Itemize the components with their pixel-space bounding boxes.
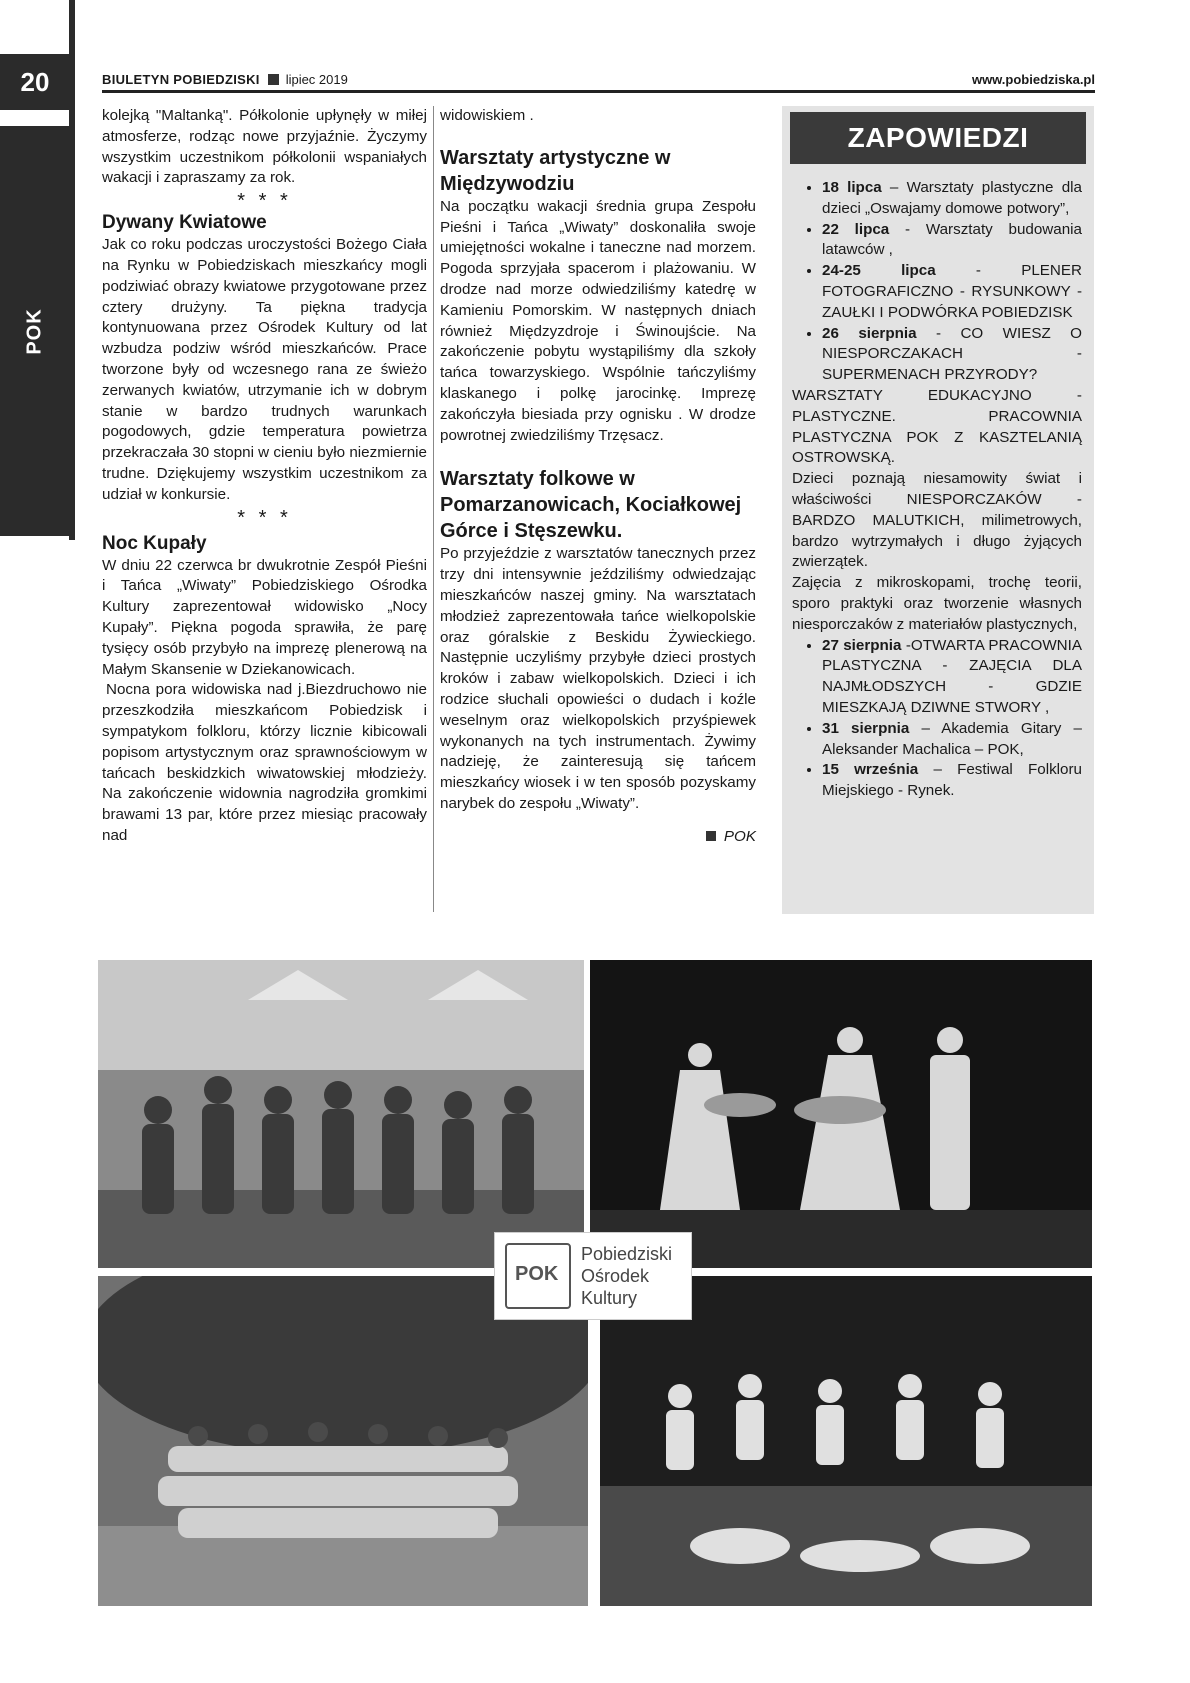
article-noc-2: Nocna pora widowiska nad j.Biezdruchowo nie przeszkodziła mieszkańcom Pobiedzisk i sympatykom folkloru, którzy licznie kibicowali popisom artystycznym oraz sprawnościowym w tańcach beskidzkich wiwatowskiej młodzieży. Na zakończenie widownia nagrodziła gromkimi brawami 13 par, które przez miesiąc pracowały nad [102, 681, 427, 844]
logo-line-2: Ośrodek [581, 1266, 650, 1286]
heading-warsztaty-artystyczne: Warsztaty artystyczne w Międzywodziu [440, 146, 671, 195]
logo-line-3: Kultury [581, 1288, 638, 1308]
col1-intro: kolejką "Maltanką". Półkolonie upłynęły w miłej atmosferze, rodząc nowe przyjaźnie. Życzymy wszystkim uczestnikom półkolonii wspaniałych wakacji i zapraszamy za rok. [102, 107, 427, 187]
heading-noc-kupaly: Noc Kupały [102, 532, 207, 554]
running-header [102, 68, 1095, 90]
zapowiedzi-content [782, 164, 1094, 802]
photo-noc-kupaly-dancers [590, 960, 1092, 1268]
event-date: 15 września [822, 761, 919, 779]
article-noc-1: W dniu 22 czerwca br dwukrotnie Zespół Pieśni i Tańca „Wiwaty” Pobiedziskiego Ośrodka Kultury zaprezentował widowisko „Nocy Kupały”. Piękna pogoda sprawiła, że parę tysięcy osób przybyło na imprezę plenerową na Małym Skansenie w Dziekanowicach. [102, 556, 427, 678]
workshop-details: Zajęcia z mikroskopami, trochę teorii, sporo praktyki oraz tworzenie własnych niesporczaków z materiałów plastycznych, [792, 574, 1082, 633]
issue-date: lipiec 2019 [285, 71, 348, 87]
event-text: - PLENER FOTOGRAFICZNO - RYSUNKOWY - ZAUŁKI I PODWÓRKA POBIEDZISK [822, 262, 1082, 321]
zapowiedzi-title: ZAPOWIEDZI [790, 112, 1086, 164]
event-item [822, 178, 1082, 220]
section-tab-label: POK [23, 307, 46, 355]
event-date: 26 sierpnia [822, 324, 917, 342]
event-list [792, 178, 1082, 386]
separator-square-icon [268, 74, 279, 85]
event-date: 27 sierpnia [822, 636, 902, 654]
signature-square-icon [706, 831, 716, 841]
event-item [822, 220, 1082, 262]
event-item [822, 636, 1082, 719]
event-item [822, 261, 1082, 323]
pok-logo-mark [505, 1243, 571, 1309]
website-link[interactable]: www.pobiedziska.pl [971, 71, 1095, 87]
event-text: – Akademia Gitary – Aleksander Machalica – POK, [822, 719, 1082, 758]
event-text: – Warsztaty plastyczne dla dzieci „Oswajamy domowe potwory”, [822, 179, 1082, 217]
pok-logo-letters: POK [515, 1263, 559, 1285]
event-date: 18 lipca [822, 179, 882, 196]
event-date: 31 sierpnia [822, 719, 910, 737]
pok-logo-text [581, 1243, 672, 1309]
photo-group-children-outdoor [98, 960, 584, 1268]
event-date: 22 lipca [822, 220, 890, 238]
zapowiedzi-box [782, 106, 1094, 914]
section-tab [0, 126, 70, 536]
event-item [822, 719, 1082, 761]
event-item [822, 760, 1082, 802]
heading-warsztaty-folkowe: Warsztaty folkowe w Pomarzanowicach, Kociałkowej Górce i Stęszewku. [440, 468, 742, 543]
photo-children-indoor [600, 1276, 1092, 1606]
event-text: - Warsztaty budowania latawców , [822, 220, 1082, 259]
event-text: -OTWARTA PRACOWNIA PLASTYCZNA - ZAJĘCIA DLA NAJMŁODSZYCH - GDZIE MIESZKAJĄ DZIWNE STWORY , [822, 636, 1082, 716]
signature-text: POK [723, 827, 756, 845]
article-warsztaty-artystyczne: Na początku wakacji średnia grupa Zespołu Pieśni i Tańca „Wiwaty” doskonaliła swoje umiejętności wokalne i taneczne nad morzem. Pogoda sprzyjała spacerom i plażowaniu. W drodze nad morze odwiedziliśmy katedrę w Kamieniu Pomorskim. W następnych dniach również Międzyzdroje i Świnoujście. Na zakończenie pobytu wystąpiliśmy dla szkoły tańca towarzyskiego. Wspólnie tańczyliśmy klaskanego i polkę jarocinkę. Imprezę zakończyła biesiada przy ognisku . W drodze powrotnej zwiedziliśmy Trzęsacz. [440, 197, 756, 444]
logo-line-1: Pobiedziski [581, 1244, 673, 1264]
publication-title: BIULETYN POBIEDZISKI [102, 71, 260, 87]
page-number: 20 [0, 54, 70, 110]
article-signature [440, 827, 756, 848]
workshop-description: Dzieci poznają niesamowity świat i właściwości NIESPORCZAKÓW - BARDZO MALUTKICH, milimetrowych, bardzo wytrzymałych i długo żyjących zwierzątek. [792, 470, 1082, 571]
pok-logo [494, 1232, 692, 1320]
photo-group-under-tree [98, 1276, 588, 1606]
event-date: 24-25 lipca [822, 262, 936, 280]
article-dywany: Jak co roku podczas uroczystości Bożego Ciała na Rynku w Pobiedziskach mieszkańcy mogli podziwiać obrazy kwiatowe przygotowane przez cztery drużyny. Ta piękna tradycja kontynuowana przez Ośrodek Kultury od lat wzbudza podziw wśród mieszkańców. Prace tworzone były od wczesnego rana ze świeżo zerwanych kwiatów, utrzymanie ich w dobrym stanie w bardzo trudnych warunkach pogodowych, gdzie temperatura powietrza przekraczała 30 stopni w cieniu było niezmiernie trudne. Dziękujemy wszystkim uczestnikom za udział w konkursie. [102, 236, 428, 503]
column-divider [433, 106, 434, 912]
header-rule [102, 90, 1095, 93]
event-text: - CO WIESZ O NIESPORCZAKACH - SUPERMENACH PRZYRODY? [822, 324, 1082, 384]
event-text: – Festiwal Folkloru Miejskiego - Rynek. [822, 761, 1082, 800]
event-list-2 [792, 636, 1082, 802]
workshop-title: WARSZTATY EDUKACYJNO - PLASTYCZNE. PRACOWNIA PLASTYCZNA POK Z KASZTELANIĄ OSTROWSKĄ. [792, 386, 1082, 467]
section-separator: * * * [237, 506, 292, 529]
column-2 [440, 106, 756, 848]
heading-dywany-kwiatowe: Dywany Kwiatowe [102, 212, 267, 234]
col2-intro: widowiskiem . [440, 107, 534, 124]
article-warsztaty-folkowe: Po przyjeździe z warsztatów tanecznych przez trzy dni intensywnie jeździliśmy odwiedzając mieszkańców naszej gminy. Na warsztatach młodzież zaprezentowała tańce wielkopolskie oraz góralskie z Beskidu Żywieckiego. Następnie uczyliśmy przybyłe dzieci prostych kroków i zabaw wielkopolskich. Dzieci i ich rodzice słuchali opowieści o dudach i koźle weselnym oraz wielkopolskich przyśpiewek wykonanych na tych instrumentach. Żywimy nadzieję, że zainteresują się tańcem mieszkańcy wiosek i w ten sposób pozyskamy narybek do zespołu „Wiwaty”. [440, 545, 756, 812]
column-1 [102, 106, 427, 847]
section-separator: * * * [237, 190, 292, 213]
event-item [822, 324, 1082, 386]
